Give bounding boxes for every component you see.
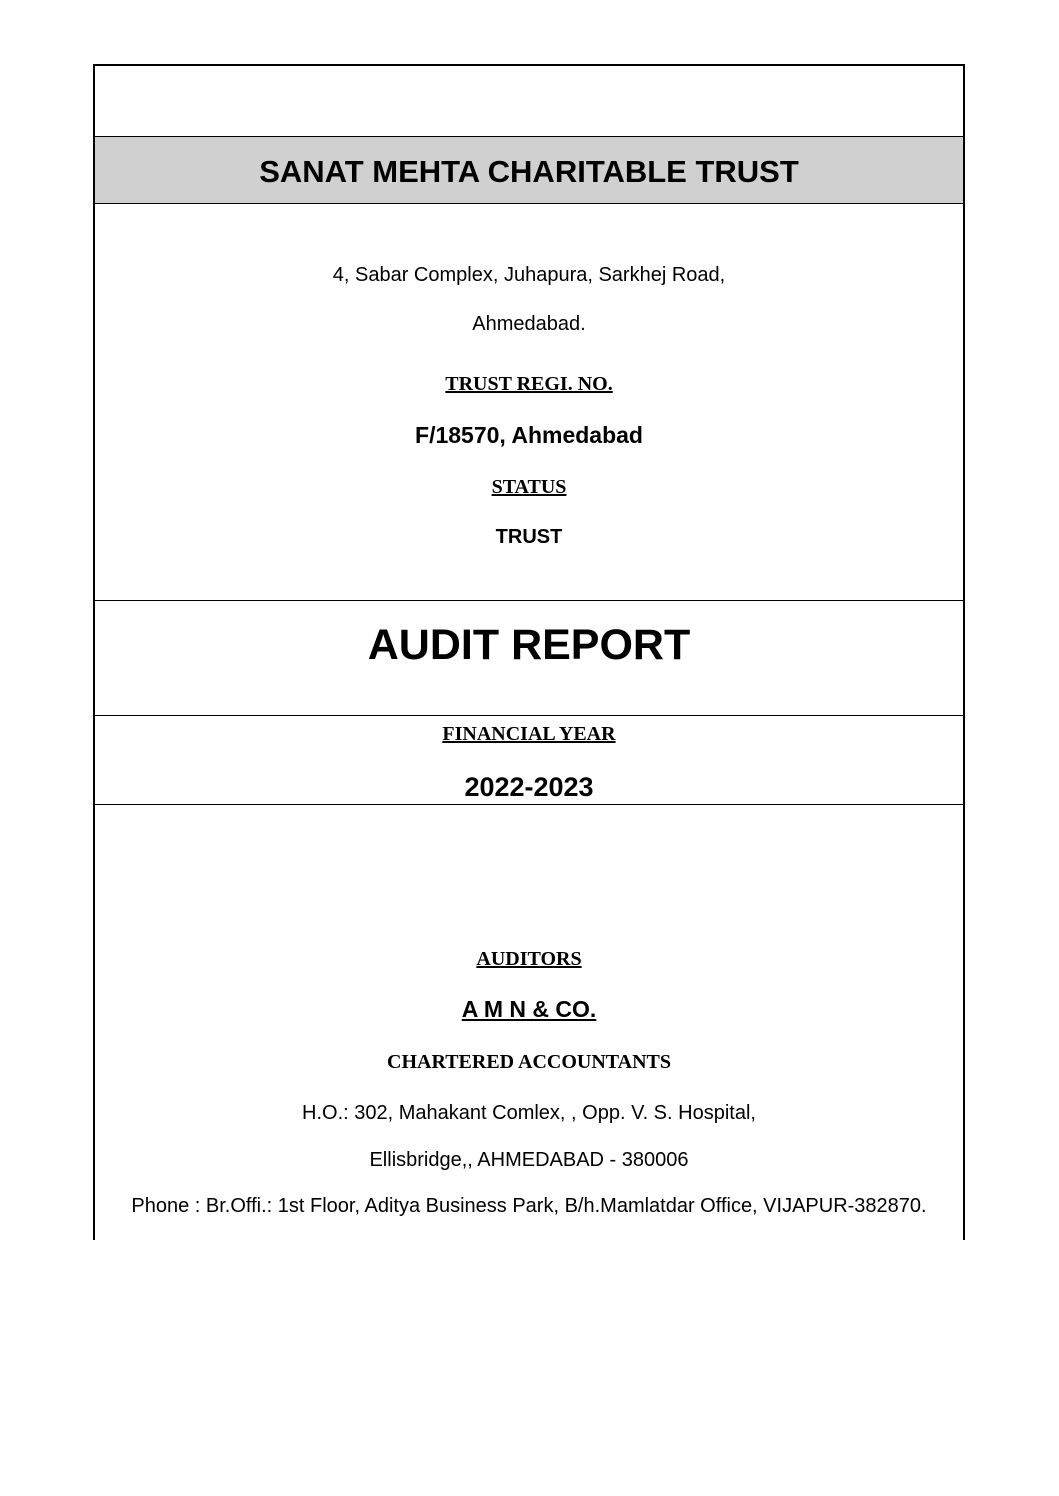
registration-number: F/18570, Ahmedabad — [415, 422, 643, 448]
auditor-firm-name: A M N & CO. — [461, 996, 597, 1022]
cover-page-frame — [93, 64, 965, 1240]
status-label: STATUS — [491, 476, 567, 498]
divider-report-bottom — [95, 715, 963, 716]
head-office-line-2: Ellisbridge,, AHMEDABAD - 380006 — [369, 1149, 689, 1171]
divider-title-bottom — [95, 203, 963, 204]
registration-label: TRUST REGI. NO. — [445, 373, 613, 395]
divider-report-top — [95, 600, 963, 601]
head-office-line-1: H.O.: 302, Mahakant Comlex, , Opp. V. S. Hospital, — [302, 1102, 756, 1124]
branch-office-line: Phone : Br.Offi.: 1st Floor, Aditya Business Park, B/h.Mamlatdar Office, VIJAPUR-382870. — [131, 1195, 927, 1217]
financial-year-label: FINANCIAL YEAR — [442, 723, 616, 745]
auditor-designation: CHARTERED ACCOUNTANTS — [387, 1051, 671, 1073]
divider-title-top — [95, 136, 963, 137]
address-line-2: Ahmedabad. — [472, 313, 586, 335]
financial-year-value: 2022-2023 — [464, 772, 594, 802]
trust-name: SANAT MEHTA CHARITABLE TRUST — [259, 154, 799, 189]
report-title: AUDIT REPORT — [367, 621, 691, 669]
status-value: TRUST — [495, 526, 563, 548]
auditors-label: AUDITORS — [476, 948, 582, 970]
divider-year-bottom — [95, 804, 963, 805]
address-line-1: 4, Sabar Complex, Juhapura, Sarkhej Road, — [332, 264, 726, 286]
